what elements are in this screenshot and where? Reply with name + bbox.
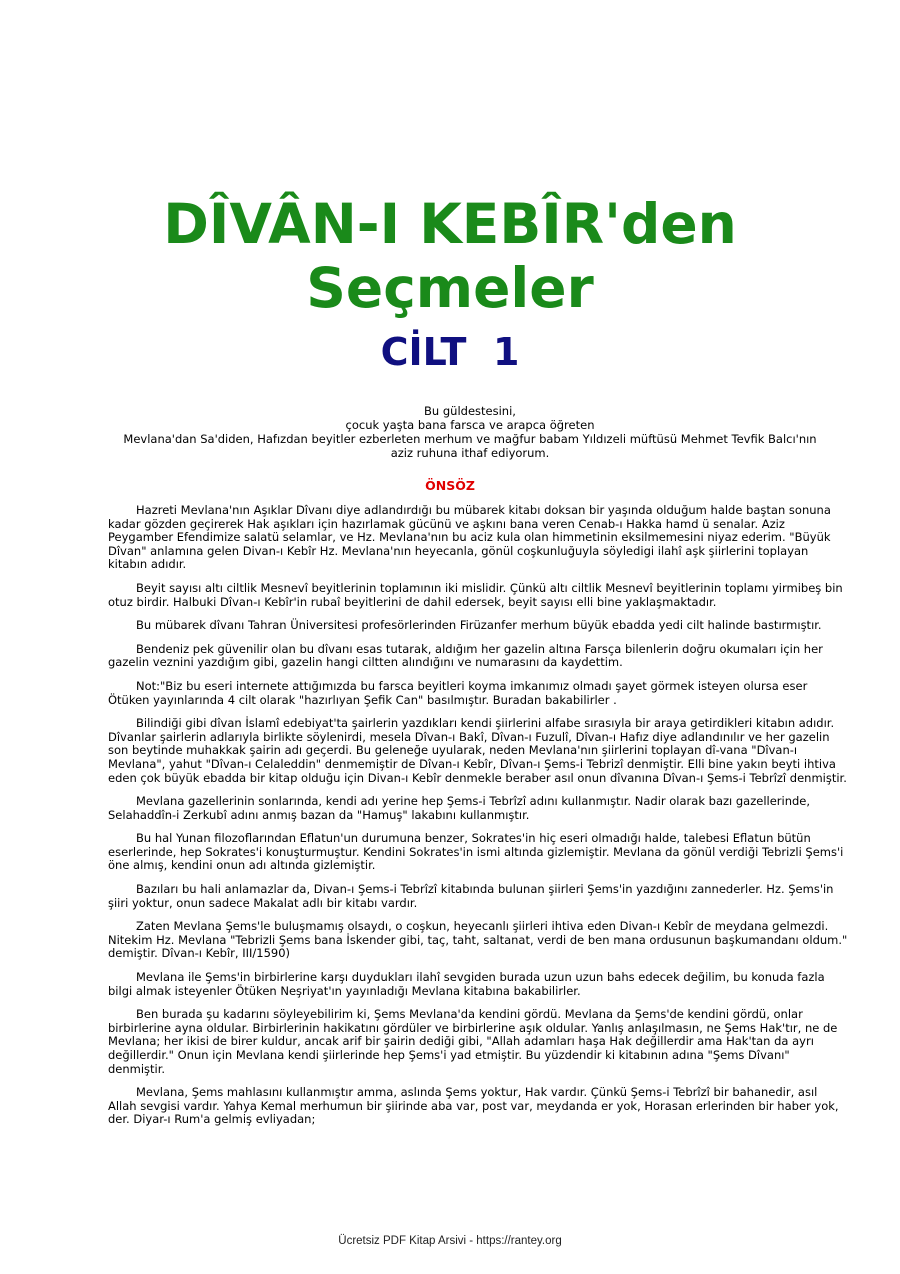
dedication-line: Bu güldestesini, bbox=[424, 404, 516, 418]
preface-heading: ÖNSÖZ bbox=[425, 478, 475, 493]
preface-paragraph: Bazıları bu hali anlamazlar da, Divan-ı Şems-i Tebrîzî kitabında bulunan şiirleri Şems'in yazdığını zannederler. Hz. Şems'in şiiri yoktur, onun sadece Makalat adlı bir kitabı vardır. bbox=[108, 882, 834, 910]
preface-paragraph: Mevlana ile Şems'in birbirlerine karşı duydukları ilahî sevgiden burada uzun uzun bahs edecek değilim, bu konuda fazla bilgi almak isteyenler Ötüken Neşriyat'ın yayınladığı Mevlana kitabına bakabilirler. bbox=[108, 970, 825, 998]
preface-paragraph: Mevlana, Şems mahlasını kullanmıştır amma, aslında Şems yoktur, Hak vardır. Çünkü Şems-i Tebrîzî bir bahanedir, asıl Allah sevgisi vardır. Yahya Kemal merhumun bir şiirinde aba var, post var, meydanda er yok, Horasan erlerinden bir haber yok, der. Diyar-ı Rum'a gelmiş evliyadan; bbox=[108, 1085, 839, 1127]
preface-paragraph: Bendeniz pek güvenilir olan bu dîvanı esas tutarak, aldığım her gazelin altına Farsça bilenlerin doğru okumaları için her gazelin veznini yazdığım gibi, gazelin hangi ciltten alındığını ve numarasını da kaydettim. bbox=[108, 641, 823, 670]
preface-paragraph: Bilindiği gibi dîvan İslamî edebiyat'ta şairlerin yazdıkları kendi şiirlerini alfabe sırasıyla bir araya getirdikleri kitabın adıdır. Dîvanlar şairlerin adlarıyla birlikte söylenirdi, mesela Dîvan-ı Bakî, Dîvan-ı Fuzulî, Dîvan-ı Hafız diye adlandınılır ve her gazelin son beytinde muhakkak şairin adı geçerdi. Bu geleneğe uyularak, neden Mevlana'nın şiirlerini toplayan dî-vana "Dîvan-ı Mevlana", yahut "Dîvan-ı Celaleddin" denmemiştir de Dîvan-ı Kebîr, Dîvan-ı Şems-i Tebrizî denmiştir. Elli bine yakın beyti ihtiva eden çok büyük ebadda bir kitap olduğu için Divan-ı Kebîr denmekle beraber asıl onun dîvanına Dîvan-ı Şems-i Tebrîzî denmiştir. bbox=[108, 716, 847, 785]
preface-body bbox=[108, 504, 848, 1137]
preface-paragraph: Zaten Mevlana Şems'le buluşmamış olsaydı, o coşkun, heyecanlı şiirleri ihtiva eden Divan-ı Kebîr de meydana gelmezdi. Nitekim Hz. Mevlana "Tebrizli Şems bana İskender gibi, taç, taht, saltanat, verdi de ben mana ordusunun başkumandanı oldum." demiştir. Dîvan-ı Kebîr, III/1590) bbox=[108, 919, 848, 961]
dedication bbox=[100, 404, 840, 460]
page-footer: Ücretsiz PDF Kitap Arsivi - https://rantey.org bbox=[338, 1235, 562, 1247]
dedication-line: çocuk yaşta bana farsca ve arapca öğreten bbox=[345, 418, 595, 432]
preface-paragraph: Ben burada şu kadarını söyleyebilirim ki, Şems Mevlana'da kendini gördü. Mevlana da Şems'de kendini gördü, onlar birbirlerine ayna oldular. Birbirlerinin hakikatını gördüler ve birbirlerine aşık oldular. Yanlış anlaşılmasın, ne Şems Hak'tır, ne de Mevlana; her ikisi de birer kuldur, ancak arif bir şairin dediği gibi, "Allah adamları haşa Hak değillerdir ama Hak'tan da ayrı değillerdir." Onun için Mevlana kendi şiirlerinde hep Şems'i yad etmiştir. Bu yüzdendir ki kitabının adına "Şems Dîvanı" denmiştir. bbox=[108, 1007, 838, 1076]
preface-paragraph: Bu mübarek dîvanı Tahran Üniversitesi profesörlerinden Firüzanfer merhum büyük ebadda yedi cilt halinde bastırmıştır. bbox=[136, 618, 822, 633]
dedication-line: aziz ruhuna ithaf ediyorum. bbox=[390, 446, 550, 460]
volume-label: CİLT 1 bbox=[380, 330, 520, 374]
book-title-line-1: DÎVÂN-I KEBÎR'den bbox=[163, 192, 737, 256]
title-block bbox=[0, 192, 900, 377]
preface-paragraph: Mevlana gazellerinin sonlarında, kendi adı yerine hep Şems-i Tebrîzî adını kullanmıştır. Nadir olarak bazı gazellerinde, Selahaddîn-i Zerkubî adını anmış bazan da "Hamuş" lakabını kullanmıştır. bbox=[108, 794, 811, 822]
preface-paragraph: Bu hal Yunan filozoflarından Eflatun'un durumuna benzer, Sokrates'in hiç eseri olmadığı halde, talebesi Eflatun bütün eserlerinde, hep Sokrates'i konuşturmuştur. Kendini Sokrates'in ismi altında gizlemiştir. Mevlana da gönül verdiği Tebrizli Şems'i öne almış, kendini onun adı altında gizlemiştir. bbox=[108, 831, 844, 873]
book-title-line-2: Seçmeler bbox=[306, 256, 594, 320]
dedication-line: Mevlana'dan Sa'diden, Hafızdan beyitler ezberleten merhum ve mağfur babam Yıldızeli müftüsü Mehmet Tevfik Balcı'nın bbox=[123, 432, 817, 446]
preface-paragraph: Beyit sayısı altı ciltlik Mesnevî beyitlerinin toplamının iki mislidir. Çünkü altı ciltlik Mesnevî beyitlerinin toplamı yirmibeş bin otuz birdir. Halbuki Dîvan-ı Kebîr'in rubaî beyitlerini de dahil edersek, beyit sayısı elli bine yaklaşmaktadır. bbox=[108, 580, 843, 609]
preface-paragraph: Not:"Biz bu eseri internete attığımızda bu farsca beyitleri koyma imkanımız olmadı şayet görmek isteyen olursa eser Ötüken yayınlarında 4 cilt olarak "hazırlıyan Şefik Can" basılmıştır. Buradan bakabilirler . bbox=[108, 678, 808, 707]
preface-paragraph: Hazreti Mevlana'nın Aşıklar Dîvanı diye adlandırdığı bu mübarek kitabı doksan bir yaşında olduğum halde baştan sonuna kadar gözden geçirerek Hak aşıkları için hazırlamak gücünü ve aşkını bana veren Cenab-ı Hakka hamd ü senalar. Aziz Peygamber Efendimize salatü selamlar, ve Hz. Mevlana'nın bu aciz kula olan himmetinin eksilmemesini niyaz ederim. "Büyük Dîvan" anlamına gelen Divan-ı Kebîr Hz. Mevlana'nın heyecanla, gönül coşkunluğuyla söyledigi ilahî aşk şiirlerini toplayan kitabın adıdır. bbox=[108, 503, 831, 572]
